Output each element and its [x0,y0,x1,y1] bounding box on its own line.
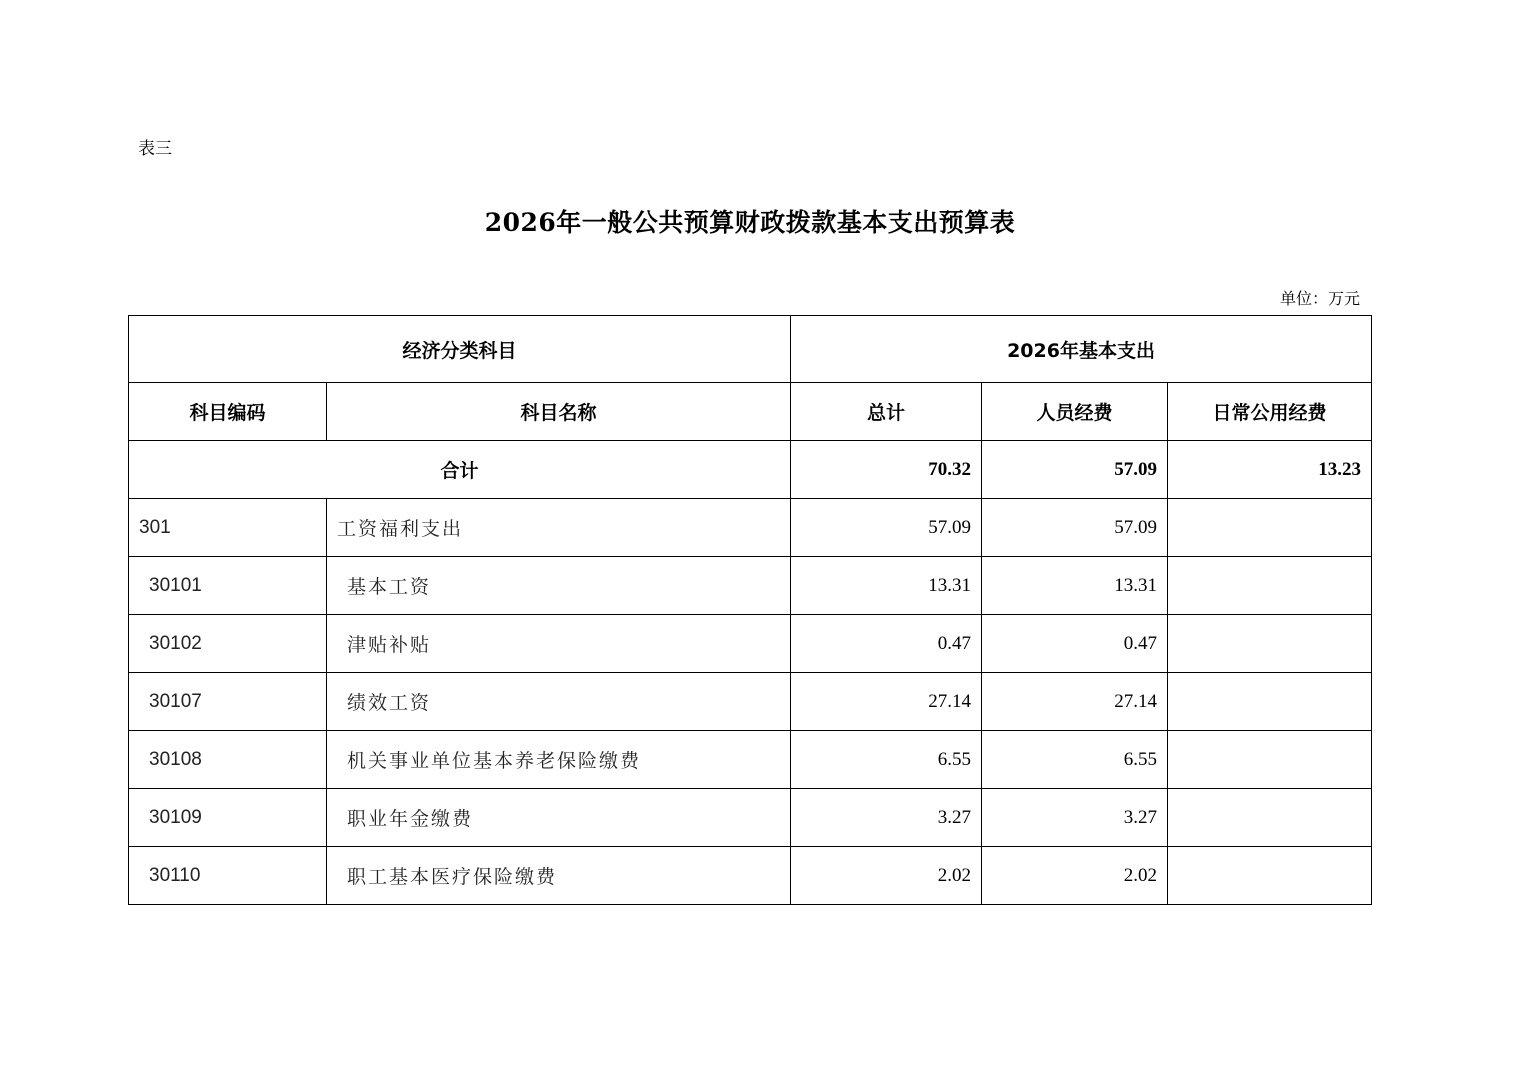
column-header-code: 科目编码 [129,383,327,441]
page-title: 2026年一般公共预算财政拨款基本支出预算表 [484,208,1016,237]
row-code: 30102 [129,615,327,673]
row-personnel: 0.47 [982,615,1168,673]
row-total: 57.09 [791,499,982,557]
column-header-public: 日常公用经费 [1168,383,1372,441]
column-header-total: 总计 [791,383,982,441]
table-row [129,499,1372,557]
row-code: 30108 [129,731,327,789]
row-total: 2.02 [791,847,982,905]
row-name: 机关事业单位基本养老保险缴费 [327,731,791,789]
table-row [129,847,1372,905]
row-personnel: 3.27 [982,789,1168,847]
row-code: 30109 [129,789,327,847]
row-public [1168,499,1372,557]
row-name: 职工基本医疗保险缴费 [327,847,791,905]
row-personnel: 57.09 [982,499,1168,557]
column-header-name: 科目名称 [327,383,791,441]
row-total: 6.55 [791,731,982,789]
total-label: 合计 [129,441,791,499]
header-group-row [129,316,1372,383]
total-row [129,441,1372,499]
row-code: 30107 [129,673,327,731]
row-name: 工资福利支出 [327,499,791,557]
row-name: 职业年金缴费 [327,789,791,847]
row-total: 27.14 [791,673,982,731]
table-number-label: 表三 [138,139,172,159]
row-name: 津贴补贴 [327,615,791,673]
row-public [1168,673,1372,731]
row-total: 0.47 [791,615,982,673]
total-sum-value: 70.32 [791,441,982,499]
row-total: 13.31 [791,557,982,615]
row-public [1168,557,1372,615]
row-personnel: 6.55 [982,731,1168,789]
row-personnel: 13.31 [982,557,1168,615]
row-name: 绩效工资 [327,673,791,731]
header-group-economic-category: 经济分类科目 [129,316,791,383]
header-group-basic-expenditure: 2026年基本支出 [791,316,1372,383]
row-public [1168,847,1372,905]
row-code: 30101 [129,557,327,615]
table-row [129,557,1372,615]
row-public [1168,615,1372,673]
row-personnel: 2.02 [982,847,1168,905]
row-code: 30110 [129,847,327,905]
row-public [1168,731,1372,789]
row-name: 基本工资 [327,557,791,615]
table-row [129,615,1372,673]
total-public-value: 13.23 [1168,441,1372,499]
row-total: 3.27 [791,789,982,847]
column-header-personnel: 人员经费 [982,383,1168,441]
budget-table [128,315,1372,905]
row-code: 301 [129,499,327,557]
table-row [129,673,1372,731]
table-row [129,789,1372,847]
row-personnel: 27.14 [982,673,1168,731]
unit-label: 单位：万元 [1279,289,1360,308]
table-row [129,731,1372,789]
header-column-row [129,383,1372,441]
total-personnel-value: 57.09 [982,441,1168,499]
row-public [1168,789,1372,847]
